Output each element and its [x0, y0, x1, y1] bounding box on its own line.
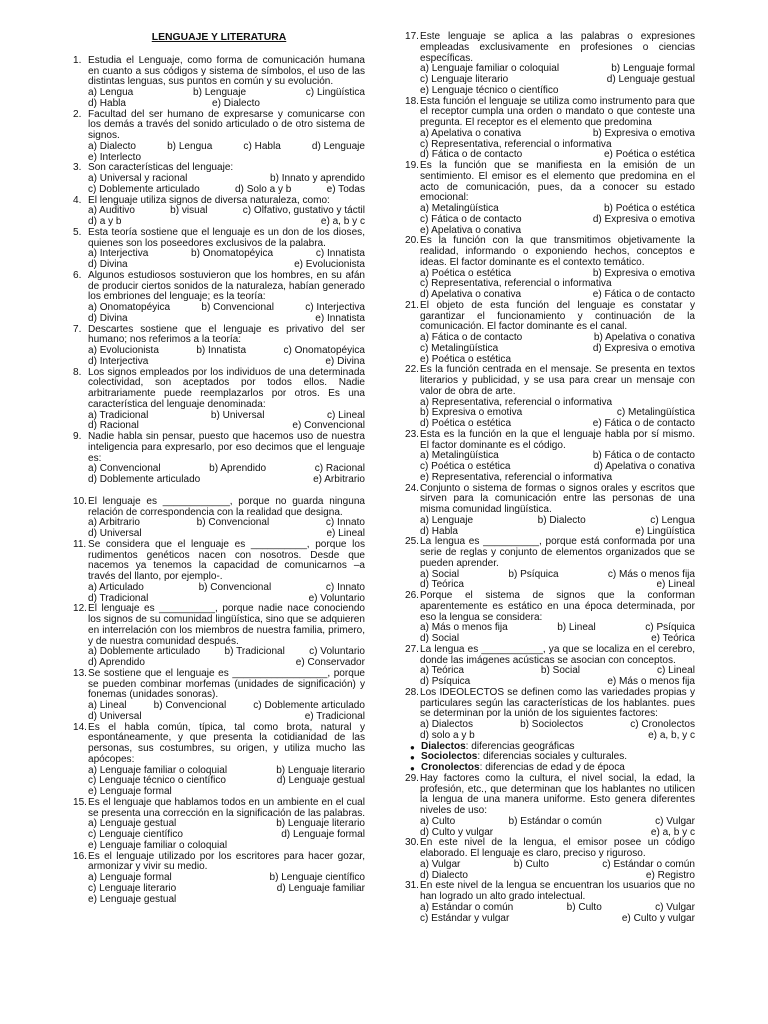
options-row: [420, 129, 695, 140]
bullet-text: : diferencias de edad y de época: [479, 762, 625, 773]
question-31: [405, 881, 695, 924]
answer-option: d) Lenguaje formal: [281, 829, 365, 840]
answer-option: d) Teórica: [420, 579, 464, 591]
bullet-term: Dialectos: [421, 740, 466, 752]
bullet-text: : diferencias sociales y culturales.: [477, 751, 628, 763]
answer-option: e) Todas: [326, 183, 365, 195]
question-28: [405, 688, 695, 742]
question-stem: Este lenguaje se aplica a las palabras o expresiones empleadas exclusivamente en profesiones o ciencias específicas.: [420, 31, 695, 64]
answer-option: d) Universal: [88, 528, 142, 539]
answer-option: c) Doblemente articulado: [253, 700, 365, 711]
answer-option: e) a, b y c: [650, 826, 695, 838]
question-number: 20.: [405, 235, 419, 247]
answer-option: e) Fática o de contacto: [592, 418, 695, 429]
answer-option: e) Poética o estética: [603, 149, 695, 161]
answer-option: c) Innato: [325, 517, 365, 529]
question-stem: El lenguaje es ____________, porque no guarda ninguna relación de correspondencia con la realidad que designa.: [88, 495, 365, 518]
answer-option: c) Lenguaje literario: [420, 74, 509, 85]
answer-option: c) Olfativo, gustativo y táctil: [242, 205, 365, 217]
options-row: [420, 344, 695, 355]
question-stem: Son características del lenguaje:: [88, 162, 234, 174]
question-25: [405, 537, 695, 591]
answer-option: c) Innatista: [315, 248, 365, 260]
question-stem: El lenguaje utiliza signos de diversa naturaleza, como:: [88, 194, 330, 206]
options-row: [88, 314, 365, 325]
options-row: [88, 185, 365, 196]
answer-option: d) Lenguaje familiar: [276, 882, 365, 894]
question-number: 9.: [73, 431, 82, 442]
answer-option: a) Auditivo: [88, 205, 135, 217]
question-19: [405, 161, 695, 236]
question-stem: Conjunto o sistema de formas o signos orales y escritos que sirven para la comunicación entre las personas de una misma comunidad lingüística.: [420, 482, 695, 515]
question-stem: Estudia el Lenguaje, como forma de comunicación humana en cuanto a sus códigos y sistema de símbolos, el uso de las distintas lenguas, sus puntos en común y su evolución.: [88, 54, 365, 88]
answer-option: a) Interjectiva: [88, 248, 149, 260]
options-row: [88, 841, 365, 852]
options-row: [420, 86, 695, 97]
question-number: 30.: [405, 837, 419, 849]
question-16: [73, 852, 365, 906]
question-stem: En este nivel de la lengua se encuentran los usuarios que no han logrado un alto grado intelectual.: [420, 880, 695, 902]
question-number: 1.: [73, 54, 82, 66]
question-stem: Nadie habla sin pensar, puesto que hacemos uso de nuestra inteligencia para expresarlo, por eso decimos que el lenguaje es:: [88, 431, 365, 464]
answer-option: d) Lenguaje gestual: [276, 775, 365, 787]
options-row: [88, 99, 365, 110]
question-29: [405, 774, 695, 839]
answer-option: b) Tradicional: [224, 646, 285, 658]
question-number: 16.: [73, 850, 87, 862]
bullet-item: [421, 763, 695, 774]
answer-option: d) Aprendido: [88, 657, 145, 668]
answer-option: c) Metalingüística: [420, 342, 499, 354]
question-4: [73, 196, 365, 228]
answer-option: d) Culto y vulgar: [420, 826, 494, 838]
answer-option: b) Expresiva o emotiva: [420, 407, 523, 419]
question-number: 21.: [405, 299, 419, 311]
answer-option: b) Estándar o común: [508, 815, 602, 827]
question-22: [405, 365, 695, 430]
question-stem: Facultad del ser humano de expresarse y comunicarse con los demás a través del sonido articulado o de otro sistema de signos.: [88, 108, 365, 141]
question-13: [73, 669, 365, 723]
document-title: LENGUAJE Y LITERATURA: [151, 32, 287, 43]
question-9: [73, 432, 365, 486]
left-column: [73, 30, 365, 905]
answer-option: a) Doblemente articulado: [88, 646, 201, 658]
answer-option: d) Solo a y b: [234, 183, 292, 195]
answer-option: b) Convencional: [196, 517, 270, 529]
answer-option: e) Teórica: [651, 633, 695, 644]
answer-option: a) Teórica: [420, 665, 464, 677]
answer-option: c) Vulgar: [655, 901, 695, 913]
options-row: [88, 895, 365, 906]
question-number: 24.: [405, 482, 419, 494]
question-number: 25.: [405, 536, 419, 548]
answer-option: e) Arbitrario: [313, 474, 365, 485]
answer-option: a) Lenguaje familiar o coloquial: [420, 63, 560, 75]
question-18: [405, 97, 695, 162]
answer-option: b) Expresiva o emotiva: [592, 127, 695, 139]
answer-option: d) Habla: [88, 97, 126, 109]
answer-option: c) Representativa, referencial o informativa: [420, 278, 612, 290]
answer-option: b) Lenguaje científico: [269, 872, 365, 883]
answer-option: e) a, b, y c: [648, 729, 695, 741]
question-stem: Hay factores como la cultura, el nivel social, la edad, la profesión, etc., que determinan que los hablantes no utilicen la lengua de una manera uniforme. Esto genera diferentes niveles de uso:: [420, 772, 695, 816]
answer-option: a) Metalingüística: [420, 203, 499, 214]
answer-option: a) Vulgar: [420, 858, 461, 870]
question-23: [405, 430, 695, 484]
answer-option: e) Culto y vulgar: [621, 912, 695, 924]
answer-option: e) a, b y c: [320, 216, 365, 227]
question-stem: Se sostiene que el lenguaje es _________________, porque se pueden combinar morfemas (unidades de significación) y fonemas (unidades sonoras).: [88, 667, 365, 701]
answer-option: a) Lenguaje: [420, 514, 474, 526]
answer-option: c) Interjectiva: [305, 302, 365, 313]
answer-option: e) Divina: [325, 355, 365, 367]
question-20: [405, 236, 695, 301]
answer-option: c) Vulgar: [655, 815, 695, 827]
answer-option: c) Habla: [243, 140, 281, 152]
question-number: 13.: [73, 667, 87, 679]
question-24: [405, 484, 695, 538]
answer-option: e) Tradicional: [304, 710, 365, 722]
question-26: [405, 591, 695, 645]
question-number: 3.: [73, 162, 82, 174]
question-stem: Esta teoría sostiene que el lenguaje es un don de los dioses, quienes son los poseedores exclusivos de la palabra.: [88, 226, 365, 249]
answer-option: c) Lineal: [327, 409, 365, 421]
answer-option: a) Dialectos: [420, 719, 474, 730]
options-row: [420, 817, 695, 828]
answer-option: d) Psíquica: [420, 676, 471, 687]
question-3: [73, 163, 365, 195]
question-7: [73, 325, 365, 368]
answer-option: c) Racional: [314, 463, 365, 475]
answer-option: c) Estándar y vulgar: [420, 912, 510, 924]
answer-option: a) Lineal: [88, 700, 127, 711]
answer-option: a) Culto: [420, 815, 456, 827]
options-row: [420, 860, 695, 871]
answer-option: a) Arbitrario: [88, 517, 140, 529]
options-row: [88, 583, 365, 594]
question-stem: Algunos estudiosos sostuvieron que los hombres, en su afán de producir ciertos sonidos de la naturaleza, habían generado los embriones del lenguaje; es la teoría:: [88, 269, 365, 303]
answer-option: a) Universal y racional: [88, 173, 188, 184]
question-stem: El lenguaje es __________, porque nadie nace conociendo los signos de su comunidad lingüística, sino que se adquieren en interrelación con los miembros de nuestra familia, primero, y de nuestra comunidad después.: [88, 603, 365, 647]
question-stem: Descartes sostiene que el lenguaje es privativo del ser humano; nos referimos a la teoría:: [88, 323, 365, 346]
answer-option: c) Lenguaje técnico o científico: [88, 775, 226, 787]
answer-option: b) Culto: [566, 901, 602, 913]
answer-option: d) Poética o estética: [420, 418, 512, 429]
answer-option: b) Onomatopéyica: [191, 248, 274, 260]
answer-option: a) Apelativa o conativa: [420, 127, 522, 139]
answer-option: d) Interjectiva: [88, 355, 149, 367]
answer-option: e) Evolucionista: [294, 259, 365, 270]
answer-option: d) Racional: [88, 420, 139, 432]
answer-option: e) Lenguaje gestual: [88, 893, 177, 905]
answer-option: e) Lineal: [326, 528, 365, 539]
answer-option: a) Estándar o común: [420, 901, 514, 913]
answer-option: b) Social: [540, 665, 581, 677]
answer-option: a) Lengua: [88, 87, 134, 98]
question-15: [73, 798, 365, 852]
options-row: [420, 473, 695, 484]
answer-option: e) Lingüística: [635, 525, 695, 537]
question-stem: Esta función el lenguaje se utiliza como instrumento para que el receptor cumpla una orden o mandato o que conteste una pregunta. El receptor es el elemento que predomina: [420, 95, 695, 128]
answer-option: a) Dialecto: [88, 140, 137, 152]
answer-option: d) Lenguaje: [311, 140, 365, 152]
answer-option: b) visual: [170, 205, 208, 217]
options-row: [420, 516, 695, 527]
options-row: [88, 884, 365, 895]
question-number: 4.: [73, 194, 82, 206]
question-stem: En este nivel de la lengua, el emisor posee un código elaborado. El lenguaje es claro, preciso y riguroso.: [420, 837, 695, 859]
question-number: 7.: [73, 323, 82, 335]
answer-option: b) Convencional: [198, 581, 272, 593]
question-17: [405, 32, 695, 97]
answer-option: a) Poética o estética: [420, 267, 512, 279]
answer-option: c) Onomatopéyica: [283, 345, 365, 356]
question-stem: Es el habla común, típica, tal como brota, natural y espontáneamente, y que presenta la cotidianidad de las personas, sus costumbres, su origen, y utiliza mucho las apócopes:: [88, 721, 365, 765]
answer-option: c) Psíquica: [645, 622, 695, 634]
bullet-list: [405, 742, 695, 774]
answer-option: e) Conservador: [295, 657, 365, 668]
answer-option: e) Poética o estética: [420, 353, 512, 365]
options-row: [420, 215, 695, 226]
answer-option: d) Habla: [420, 525, 458, 537]
question-stem: El objeto de esta función del lenguaje es constatar y garantizar el funcionamiento y continuación de la comunicación. El factor dominante es el canal.: [420, 299, 695, 333]
bullet-term: Cronolectos: [421, 762, 480, 773]
question-8: [73, 368, 365, 433]
question-number: 29.: [405, 772, 419, 784]
bullet-term: Sociolectos: [421, 751, 478, 763]
answer-option: e) Fática o de contacto: [592, 289, 695, 300]
question-number: 6.: [73, 269, 82, 281]
question-number: 31.: [405, 880, 419, 892]
answer-option: d) a y b: [88, 216, 122, 227]
answer-option: e) Representativa, referencial o informativa: [420, 471, 613, 483]
question-1: [73, 56, 365, 110]
answer-option: c) Más o menos fija: [607, 568, 695, 580]
options-row: [420, 903, 695, 914]
answer-option: b) Innatista: [196, 345, 247, 356]
answer-option: c) Lengua: [650, 514, 695, 526]
answer-option: d) Lenguaje gestual: [606, 74, 695, 85]
answer-option: a) Social: [420, 568, 460, 580]
answer-option: d) Doblemente articulado: [88, 474, 201, 485]
answer-option: b) Lineal: [557, 622, 596, 634]
question-stem: Es la función con la que transmitimos objetivamente la realidad, informando o exponiendo hechos, conceptos e ideas. El factor dominante es el contexto temático.: [420, 235, 695, 268]
question-stem: Los signos empleados por los individuos de una determinada colectividad, son aceptados por todos ellos. Nadie arbitrariamente puede reemplazarlos por otros. Es una característica del lenguaje denominada:: [88, 366, 365, 410]
answer-option: c) Lenguaje literario: [88, 882, 177, 894]
answer-option: a) Representativa, referencial o informativa: [420, 396, 613, 408]
question-stem: La lengua es __________, porque está conformada por una serie de reglas y conjunto de elementos organizados que se pueden aprender.: [420, 536, 695, 569]
answer-option: c) Doblemente articulado: [88, 183, 200, 195]
answer-option: b) Fática o de contacto: [592, 450, 695, 462]
question-30: [405, 838, 695, 881]
question-number: 19.: [405, 160, 419, 171]
answer-option: c) Fática o de contacto: [420, 213, 522, 225]
answer-option: d) Dialecto: [420, 869, 469, 881]
answer-option: b) Lenguaje formal: [611, 63, 695, 75]
answer-option: b) Convencional: [201, 302, 274, 313]
question-number: 15.: [73, 796, 87, 808]
question-number: 2.: [73, 108, 82, 120]
question-stem: Es la función centrada en el mensaje. Se presenta en textos literarios y publicidad, y se usa para crear un mensaje con valor de obra de arte.: [420, 364, 695, 397]
answer-option: a) Lenguaje gestual: [88, 818, 177, 830]
question-stem: Es el lenguaje utilizado por los escritores para hacer gozar, armonizar y vivir su medio.: [88, 850, 365, 873]
answer-option: c) Lingüística: [305, 87, 365, 98]
options-row: [88, 712, 365, 723]
question-stem: Los IDEOLECTOS se definen como las variedades propias y particulares según las características de los hablantes. pues se determinan por la unión de los siguientes factores:: [420, 686, 695, 720]
answer-option: a) Lenguaje familiar o coloquial: [88, 764, 228, 776]
question-11: [73, 540, 365, 605]
question-number: 5.: [73, 226, 82, 238]
answer-option: e) Lineal: [656, 579, 695, 591]
answer-option: b) Lenguaje literario: [276, 764, 365, 776]
answer-option: e) Convencional: [292, 420, 365, 432]
answer-option: b) Lenguaje: [192, 87, 247, 98]
answer-option: b) Apelativa o conativa: [593, 332, 695, 343]
answer-option: e) Lenguaje formal: [88, 786, 172, 797]
question-27: [405, 645, 695, 688]
answer-option: c) Innato: [325, 581, 365, 593]
question-number: 17.: [405, 31, 419, 42]
question-5: [73, 228, 365, 271]
answer-option: b) Poética o estética: [603, 203, 695, 214]
options-row: [88, 475, 365, 486]
options-row: [88, 142, 365, 153]
answer-option: d) solo a y b: [420, 729, 475, 741]
answer-option: d) Universal: [88, 710, 142, 722]
question-number: 12.: [73, 603, 87, 615]
answer-option: b) Universal: [210, 409, 265, 421]
answer-option: d) Expresiva o emotiva: [592, 342, 695, 354]
answer-option: e) Dialecto: [211, 97, 261, 109]
answer-option: c) Cronolectos: [630, 719, 695, 730]
answer-option: e) Interlecto: [88, 151, 142, 163]
answer-option: c) Lineal: [657, 665, 695, 677]
answer-option: b) Lenguaje literario: [276, 818, 365, 830]
answer-option: e) Voluntario: [308, 592, 365, 604]
question-12: [73, 604, 365, 669]
answer-option: d) Divina: [88, 312, 128, 324]
answer-option: c) Representativa, referencial o informativa: [420, 138, 612, 150]
answer-option: b) Convencional: [153, 700, 227, 711]
question-number: 22.: [405, 364, 419, 376]
answer-option: a) Onomatopéyica: [88, 302, 171, 313]
question-number: 23.: [405, 428, 419, 440]
answer-option: a) Lenguaje formal: [88, 872, 172, 883]
question-2: [73, 110, 365, 164]
question-6: [73, 271, 365, 325]
answer-option: d) Expresiva o emotiva: [592, 213, 695, 225]
answer-option: b) Sociolectos: [520, 719, 584, 730]
answer-option: b) Culto: [513, 858, 549, 870]
answer-option: c) Metalingüística: [616, 407, 695, 419]
answer-option: d) Fática o de contacto: [420, 149, 523, 161]
question-stem: Es el lenguaje que hablamos todos en un ambiente en el cual se presenta una corrección en la significación de las palabras.: [88, 796, 366, 819]
options-row: [88, 357, 365, 368]
answer-option: d) Tradicional: [88, 592, 149, 604]
question-10: [73, 497, 365, 540]
question-number: 8.: [73, 366, 82, 378]
right-column: [405, 32, 695, 924]
answer-option: a) Tradicional: [88, 409, 149, 421]
answer-option: d) Social: [420, 633, 460, 644]
answer-option: a) Fática o de contacto: [420, 332, 523, 343]
answer-option: b) Lengua: [167, 140, 213, 152]
answer-option: e) Innatista: [315, 312, 365, 324]
question-number: 10.: [73, 495, 87, 507]
answer-option: d) Apelativa o conativa: [420, 289, 522, 300]
answer-option: c) Voluntario: [309, 646, 365, 658]
answer-option: a) Convencional: [88, 463, 161, 475]
question-number: 11.: [73, 538, 87, 550]
answer-option: e) Apelativa o conativa: [420, 224, 522, 236]
question-stem: Se considera que el lenguaje es __________, porque los rudimentos genéticos nacen con nosotros. Desde que nacemos ya tenemos la capacidad de comunicarnos –a través del llanto, por ejemplo-.: [88, 538, 365, 582]
answer-option: e) Más o menos fija: [607, 676, 695, 687]
question-number: 18.: [405, 95, 419, 107]
answer-option: c) Poética o estética: [420, 461, 511, 472]
question-stem: Porque el sistema de signos que la conforman aparentemente es estático en una época determinada, por eso la lengua se considera:: [420, 590, 695, 623]
question-stem: La lengua es ___________, ya que se localiza en el cerebro, donde las imágenes acústicas se asocian con conceptos.: [420, 643, 695, 666]
answer-option: e) Registro: [645, 869, 695, 881]
question-number: 27.: [405, 643, 419, 655]
question-stem: Esta es la función en la que el lenguaje habla por sí mismo. El factor dominante es el código.: [420, 428, 695, 451]
answer-option: b) Dialecto: [537, 514, 586, 526]
question-number: 28.: [405, 686, 419, 698]
answer-option: b) Innato y aprendido: [270, 173, 365, 184]
answer-option: e) Lenguaje técnico o científico: [420, 84, 559, 96]
answer-option: d) Apelativa o conativa: [593, 461, 695, 472]
answer-option: c) Lenguaje científico: [88, 829, 183, 840]
question-stem: Es la función que se manifiesta en la emisión de un sentimiento. El emisor es el elemento que predomina en el acto de comunicación, pues, da a conocer su estado emocional:: [420, 160, 695, 204]
options-row: [420, 914, 695, 925]
question-21: [405, 301, 695, 366]
question-14: [73, 723, 365, 798]
answer-option: b) Psíquica: [508, 568, 559, 580]
answer-option: a) Articulado: [88, 581, 144, 593]
answer-option: a) Más o menos fija: [420, 622, 508, 634]
answer-option: b) Expresiva o emotiva: [592, 267, 695, 279]
answer-option: e) Lenguaje familiar o coloquial: [88, 839, 228, 851]
answer-option: b) Aprendido: [209, 463, 267, 475]
question-number: 14.: [73, 721, 87, 733]
answer-option: a) Metalingüística: [420, 450, 499, 462]
answer-option: a) Evolucionista: [88, 345, 159, 356]
answer-option: c) Estándar o común: [602, 858, 695, 870]
answer-option: d) Divina: [88, 259, 128, 270]
question-number: 26.: [405, 590, 419, 601]
bullet-text: : diferencias geográficas: [465, 740, 575, 752]
